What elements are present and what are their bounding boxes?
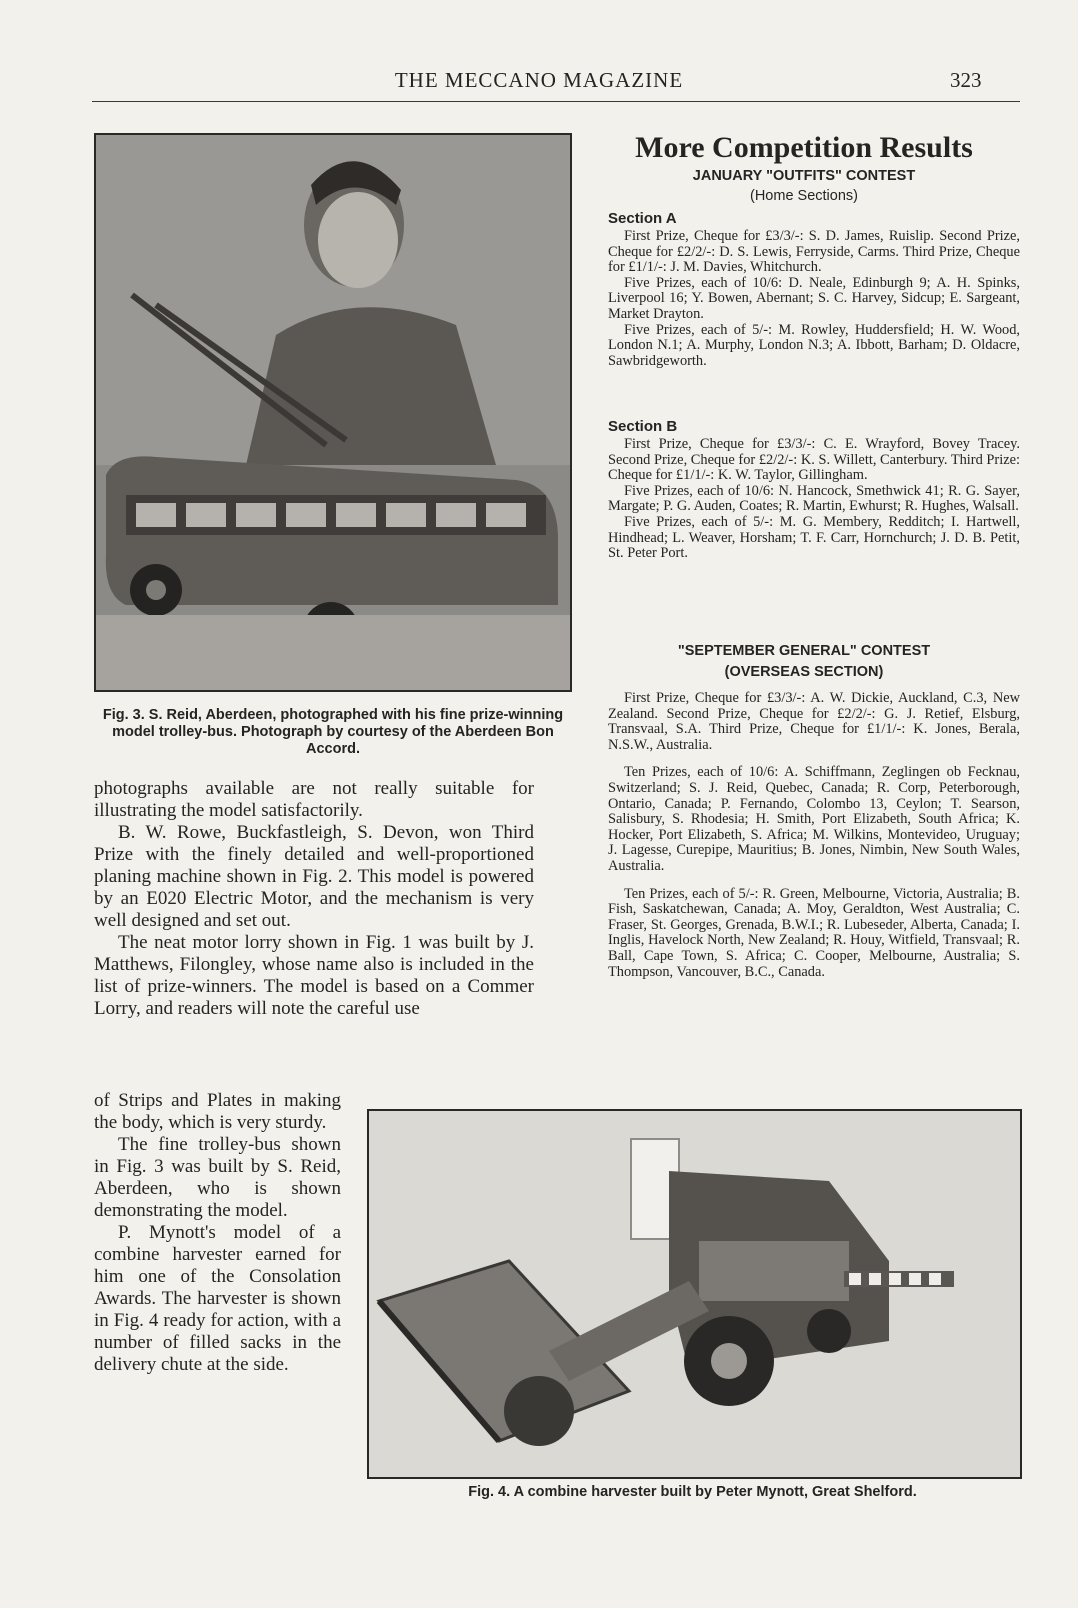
article-paragraph: B. W. Rowe, Buckfastleigh, S. Devon, won Third Prize with the finely detailed and well-proportioned planing machine shown in Fig. 2. This model is powered by an E020 Electric Motor, and the mechanism is very well designed and set out. — [94, 822, 534, 931]
contest2-subheading: (OVERSEAS SECTION) — [724, 664, 884, 680]
magazine-title: THE MECCANO MAGAZINE — [394, 68, 684, 92]
fig3-trolley-bus-photo — [94, 133, 572, 692]
section-a-results — [608, 229, 1020, 369]
article-paragraph: The neat motor lorry shown in Fig. 1 was built by J. Matthews, Filongley, whose name also is included in the list of prize-winners. The model is based on a Commer Lorry, and readers will note the careful use — [94, 932, 534, 1019]
fig3-caption: Fig. 3. S. Reid, Aberdeen, photographed with his fine prize-winning model trolley-bus. Photograph by courtesy of the Aberdeen Bon Accord. — [102, 707, 564, 757]
article-paragraph: The fine trolley-bus shown in Fig. 3 was built by S. Reid, Aberdeen, who is shown demonstrating the model. — [94, 1134, 341, 1221]
article-paragraph: of Strips and Plates in making the body, which is very sturdy. — [94, 1090, 341, 1133]
contest2-heading: "SEPTEMBER GENERAL" CONTEST — [677, 643, 931, 659]
left-column-article — [94, 778, 534, 1020]
section-a-heading: Section A — [608, 210, 677, 227]
section-b-results — [608, 437, 1020, 562]
results-paragraph: First Prize, Cheque for £3/3/-: S. D. James, Ruislip. Second Prize, Cheque for £2/2/-: D. S. Lewis, Ferryside, Carms. Third Prize, Cheque for £1/1/-: J. M. Davies, Whitchurch. — [608, 228, 1020, 276]
overseas-results — [608, 691, 1020, 980]
results-paragraph: Ten Prizes, each of 5/-: R. Green, Melbourne, Victoria, Australia; B. Fish, Saskatchewan, Canada; A. Moy, Geraldton, West Australia; C. Fraser, St. Georges, Grenada, B.W.I.; R. Lubeseder, Alberta, Canada; I. Inglis, Havelock North, New Zealand; R. Houy, Witfield, Transvaal; R. Ball, Cape Town, S. Africa; C. Cooper, Melbourne, Australia; S. Thompson, Vancouver, B.C., Canada. — [608, 885, 1020, 980]
article-paragraph: photographs available are not really suitable for illustrating the model satisfactorily. — [94, 778, 534, 821]
page-number: 323 — [950, 68, 982, 92]
contest1-heading: JANUARY "OUTFITS" CONTEST — [692, 168, 916, 184]
results-paragraph: Five Prizes, each of 10/6: D. Neale, Edinburgh 9; A. H. Spinks, Liverpool 16; Y. Bowen, Abernant; S. C. Harvey, Sidcup; E. Sargeant, Market Drayton. — [608, 274, 1020, 322]
contest1-subheading: (Home Sections) — [750, 188, 858, 204]
fig4-combine-harvester-photo — [367, 1109, 1022, 1479]
results-paragraph: Ten Prizes, each of 10/6: A. Schiffmann, Zeglingen ob Fecknau, Switzerland; S. J. Reid, Quebec, Canada; R. Corp, Peterborough, Ontario, Canada; P. Fernando, Colombo 13, Ceylon; T. Searson, Salisbury, S. Rhodesia; H. Smith, Port Elizabeth, South Africa; K. Hocker, Port Elizabeth, S. Africa; M. Wilkins, Montevideo, Uruguay; J. Lagesse, Curepipe, Mauritius; B. Jones, Nimbin, New South Wales, Australia. — [608, 764, 1020, 874]
fig4-caption: Fig. 4. A combine harvester built by Peter Mynott, Great Shelford. — [468, 1484, 917, 1500]
results-paragraph: First Prize, Cheque for £3/3/-: C. E. Wrayford, Bovey Tracey. Second Prize, Cheque for £2/2/-: K. S. Willett, Canterbury. Third Prize: Cheque for £1/1/-: K. W. Taylor, Gillingham. — [608, 436, 1020, 484]
left-column-article-continued — [94, 1090, 341, 1376]
article-paragraph: P. Mynott's model of a combine harvester earned for him one of the Consolation Awards. The harvester is shown in Fig. 4 ready for action, with a number of filled sacks in the delivery chute at the side. — [94, 1222, 341, 1375]
results-paragraph: Five Prizes, each of 10/6: N. Hancock, Smethwick 41; R. G. Sayer, Margate; P. G. Auden, Coates; R. Martin, Ewhurst; R. Hughes, Walsall. — [608, 482, 1020, 515]
section-b-heading: Section B — [608, 418, 678, 435]
results-paragraph: Five Prizes, each of 5/-: M. G. Membery, Redditch; I. Hartwell, Hindhead; L. Weaver, Horsham; T. F. Carr, Hornchurch; J. D. B. Petit, St. Peter Port. — [608, 513, 1020, 562]
results-paragraph: Five Prizes, each of 5/-: M. Rowley, Huddersfield; H. W. Wood, London N.1; A. Murphy, London N.3; A. Ibbott, Barham; D. Oldacre, Sawbridgeworth. — [608, 321, 1020, 369]
results-title: More Competition Results — [635, 131, 973, 164]
header-divider — [92, 101, 1020, 102]
results-paragraph: First Prize, Cheque for £3/3/-: A. W. Dickie, Auckland, C.3, New Zealand. Second Prize, Cheque for £2/2/-: G. J. Retief, Elsburg, Transvaal, S.A. Third Prize, Cheque for £1/1/-: K. Jones, Berala, N.S.W., Australia. — [608, 690, 1020, 753]
